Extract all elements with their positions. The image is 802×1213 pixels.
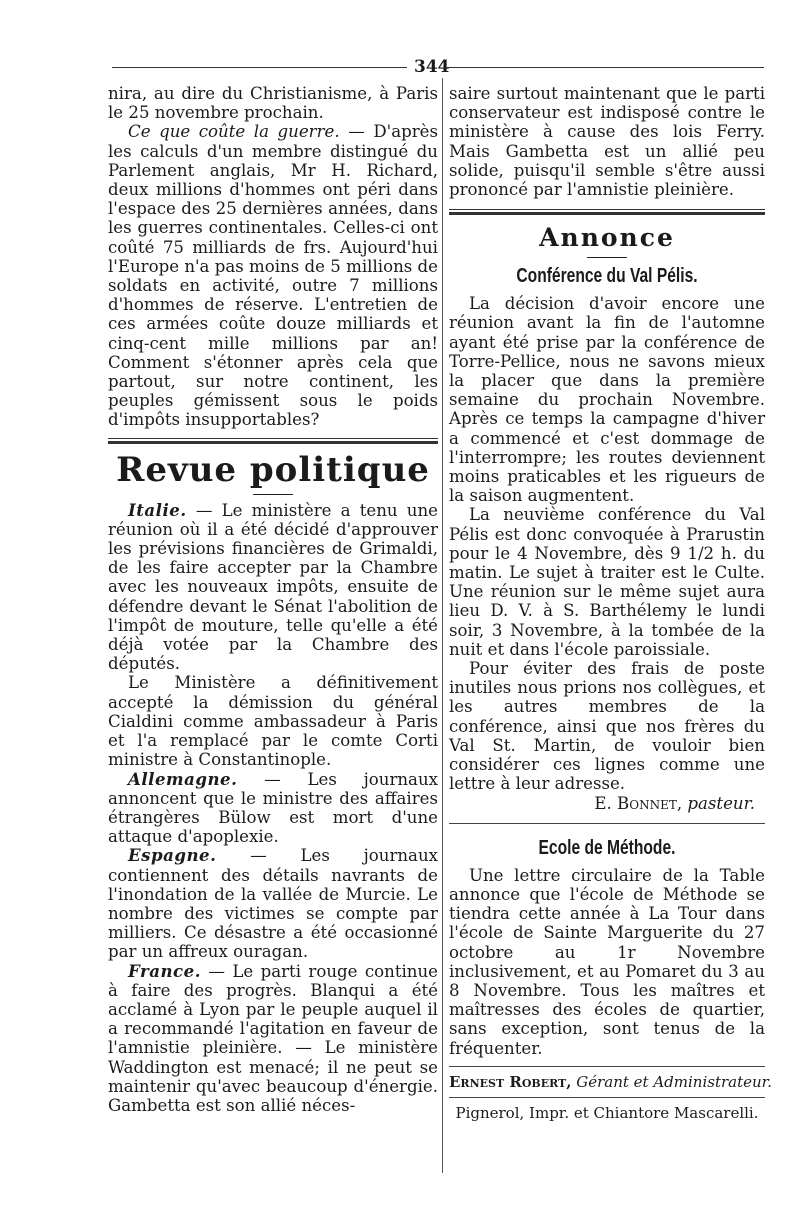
allemagne-paragraph	[108, 770, 438, 847]
imprint-line: Pignerol, Impr. et Chiantore Mascarelli.	[455, 1103, 759, 1122]
italie-label: Italie.	[128, 499, 187, 520]
ecole-paragraph: Une lettre circulaire de la Table annonce que l'école de Méthode se tiendra cette année à La Tour dans l'école de Sainte Marguerite du 27 octobre au 1r Novembre inclusivement, et au Pomaret du 3 au 8 Novembre. Tous les maîtres et maîtresses des écoles de quartier, sans exception, sont tenus de la fréquenter.	[449, 865, 765, 1058]
conference-title: Conférence du Val Pélis.	[516, 265, 698, 288]
signature	[449, 794, 765, 813]
header-rule-right	[446, 67, 764, 68]
christianisme-paragraph: nira, au dire du Christianisme, à Paris le 25 novembre prochain.	[108, 84, 438, 123]
conference-paragraph-3: Pour éviter des frais de poste inutiles nous prions nos collègues, et les autres membres de la conférence, ainsi que nos frères du Val St. Martin, de vouloir bien considérer ces lignes comme une lettre à leur adresse.	[449, 659, 765, 794]
france-text: — Le parti rouge continue à faire des progrès. Blanqui a été acclamé à Lyon par le peuple auquel il a recommandé l'agitation en faveur de l'amnistie pleinière. — Le ministère Waddington est menacé; il ne peut se maintenir qu'avec beaucoup d'énergie. Gambetta est son allié néces-	[108, 961, 438, 1115]
revue-politique-title: Revue politique	[116, 449, 430, 490]
right-column	[449, 84, 772, 1122]
ecole-title: Ecole de Méthode.	[538, 836, 676, 859]
gambetta-continuation: saire surtout maintenant que le parti conservateur est indisposé contre le ministère à cause des lois Ferry. Mais Gambetta est un allié peu solide, puisqu'il semble s'être aussi prononcé par l'amnistie pleinière.	[449, 84, 765, 200]
france-label: France.	[128, 960, 201, 981]
conference-paragraph-2: La neuvième conférence du Val Pélis est donc convoquée à Prarustin pour le 4 Novembre, dès 9 1/2 h. du matin. Le sujet à traiter est le Culte. Une réunion sur le même sujet aura lieu D. V. à S. Barthélemy le lundi soir, 3 Novembre, à la tombée de la nuit et dans l'école paroissiale.	[449, 505, 765, 659]
espagne-paragraph	[108, 846, 438, 961]
cout-guerre-lead: Ce que coûte la guerre.	[128, 122, 340, 142]
espagne-label: Espagne.	[128, 845, 217, 866]
france-paragraph	[108, 962, 438, 1116]
espagne-text: — Les journaux contiennent des détails navrants de l'inondation de la vallée de Murcie. Le nombre des victimes se compte par milliers. Ce désastre a été occasionné par un affreux ouragan.	[108, 846, 438, 962]
gerant-role: Gérant et Administrateur.	[576, 1072, 772, 1091]
allemagne-text: — Les journaux annoncent que le ministre des affaires étrangères Bülow est mort d'une attaque d'apoplexie.	[108, 769, 438, 847]
left-column	[108, 84, 438, 1115]
column-separator	[442, 78, 443, 1173]
gerant-name: Ernest Robert,	[449, 1072, 572, 1091]
conference-paragraph-1: La décision d'avoir encore une réunion avant la fin de l'automne ayant été prise par la conférence de Torre-Pellice, nous ne savons mieux la placer que dans la première semaine du prochain Novembre. Après ce temps la campagne d'hiver a commencé et c'est dommage de l'interrompre; les routes deviennent moins praticables et les rigueurs de la saison augmentent.	[449, 294, 765, 506]
section-rule-right	[449, 209, 765, 215]
italie-text: — Le ministère a tenu une réunion où il a été décidé d'approuver les prévisions financières de Grimaldi, de les faire accepter par la Chambre avec les nouveaux impôts, ensuite de défendre devant le Sénat l'abolition de l'impôt de mouture, telle qu'elle a été déjà votée par la Chambre des députés.	[108, 500, 438, 674]
italie-paragraph	[108, 501, 438, 674]
gerant-line	[449, 1072, 772, 1091]
title-dash	[253, 494, 293, 495]
cout-guerre-text: — D'après les calculs d'un membre distingué du Parlement anglais, Mr H. Richard, deux millions d'hommes ont péri dans l'espace des 25 dernières années, dans les guerres continentales. Celles-ci ont coûté 75 milliards de frs. Aujourd'hui l'Europe n'a pas moins de 5 millions de soldats en activité, outre 7 millions d'hommes de réserve. L'entretien de ces armées coûte douze milliards et cinq-cent mille millions par an! Comment s'étonner après cela que partout, sur notre continent, les peuples gémissent sous le poids d'impôts insupportables?	[108, 122, 439, 430]
signature-name: E. Bonnet,	[594, 793, 683, 813]
page-number: 344	[414, 57, 450, 77]
annonce-title: Annonce	[539, 223, 675, 253]
page-header	[112, 57, 764, 77]
allemagne-label: Allemagne.	[128, 768, 238, 789]
section-rule	[108, 438, 438, 444]
header-rule-left	[112, 67, 407, 68]
cout-guerre-paragraph	[108, 122, 438, 429]
annonce-dash	[587, 257, 627, 258]
signature-role: pasteur.	[687, 793, 755, 813]
italie-paragraph-2: Le Ministère a définitivement accepté la démission du général Cialdini comme ambassadeur à Paris et l'a remplacé par le comte Corti ministre à Constantinople.	[108, 673, 438, 770]
